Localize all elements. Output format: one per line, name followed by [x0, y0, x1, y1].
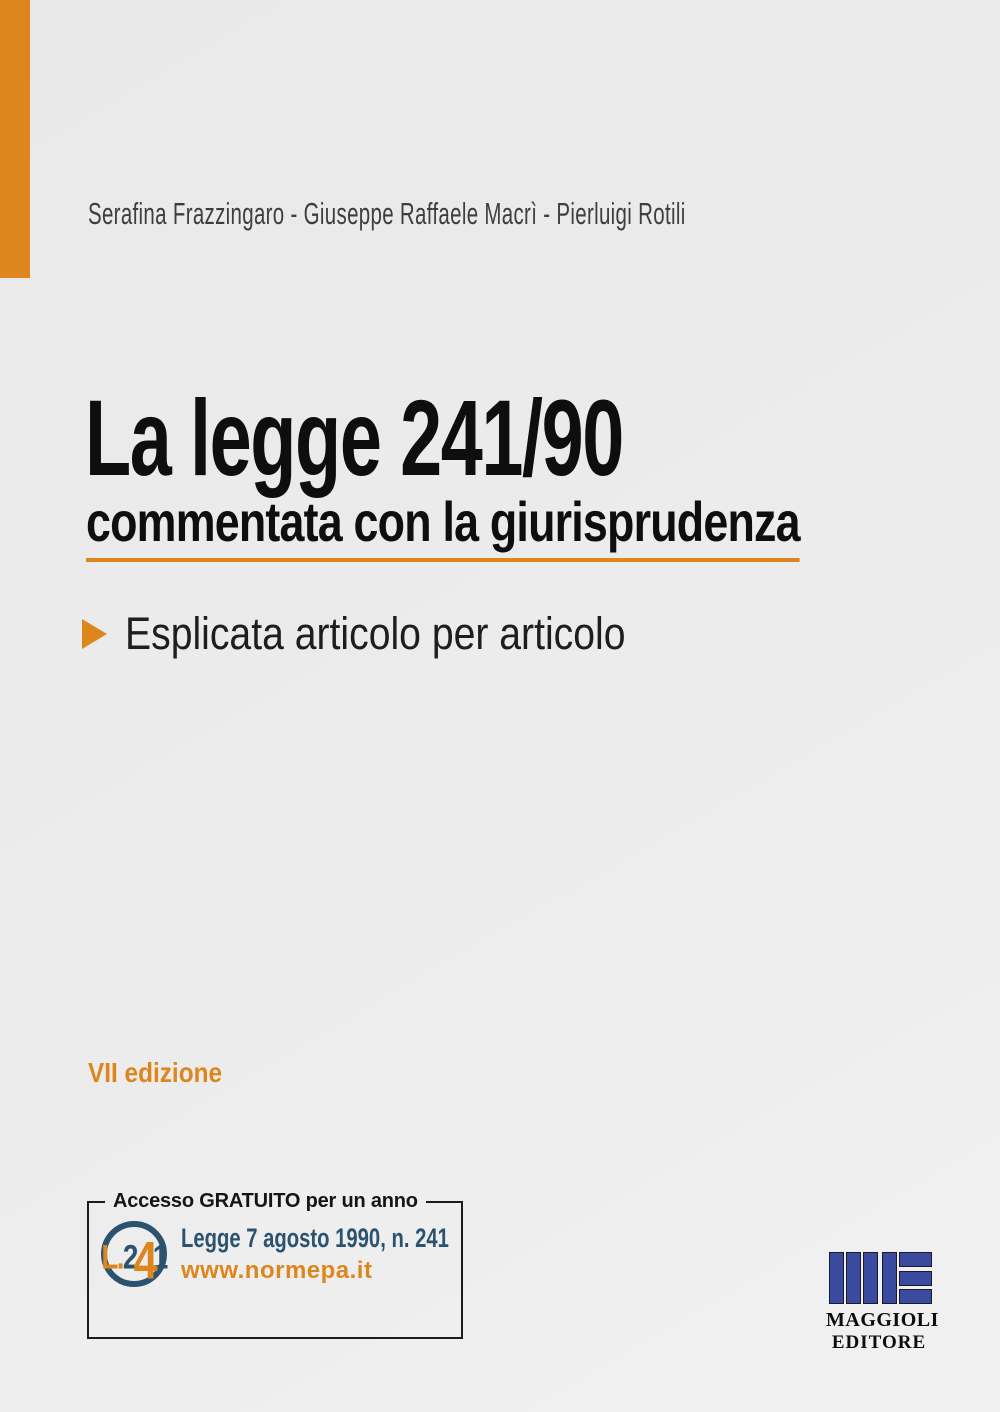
maggioli-mark-icon: [830, 1253, 928, 1303]
access-box-content: [101, 1221, 449, 1291]
book-subtitle-text: commentata con la giurisprudenza: [86, 489, 800, 562]
authors-line: Serafina Frazzingaro - Giuseppe Raffaele Macrì - Pierluigi Rotili: [88, 196, 686, 231]
mark-bar: [830, 1253, 843, 1303]
mark-bar: [900, 1290, 931, 1303]
mark-bar: [864, 1253, 877, 1303]
triangle-bullet-icon: [82, 619, 107, 649]
tagline-text: Esplicata articolo per articolo: [125, 608, 626, 659]
book-title: La legge 241/90: [85, 377, 623, 498]
l241-segment: 2: [122, 1238, 137, 1277]
mark-bar: [900, 1272, 931, 1285]
mark-bar: [883, 1253, 896, 1303]
publisher-logo: [826, 1253, 939, 1354]
l241-segment: 1: [152, 1238, 167, 1277]
access-box-heading: Accesso GRATUITO per un anno: [113, 1190, 418, 1212]
access-box: [87, 1190, 463, 1339]
publisher-name-line2: EDITORE: [831, 1332, 927, 1353]
mark-bar: [900, 1253, 931, 1266]
mark-bar: [847, 1253, 860, 1303]
publisher-name: MAGGIOLI: [826, 1309, 939, 1331]
tagline-row: [82, 608, 700, 660]
law-reference: Legge 7 agosto 1990, n. 241: [181, 1223, 449, 1253]
l241-badge-text: [101, 1224, 167, 1291]
edition-label: VII edizione: [88, 1057, 223, 1088]
l241-segment: L.: [101, 1238, 123, 1277]
mark-e-arms: [900, 1253, 931, 1303]
access-text-block: [181, 1223, 449, 1285]
book-subtitle: [86, 489, 800, 562]
l241-badge-icon: [101, 1221, 167, 1291]
website-url: www.normepa.it: [181, 1257, 373, 1284]
spine-accent-bar: [0, 0, 30, 278]
l241-segment: 4: [133, 1231, 157, 1291]
